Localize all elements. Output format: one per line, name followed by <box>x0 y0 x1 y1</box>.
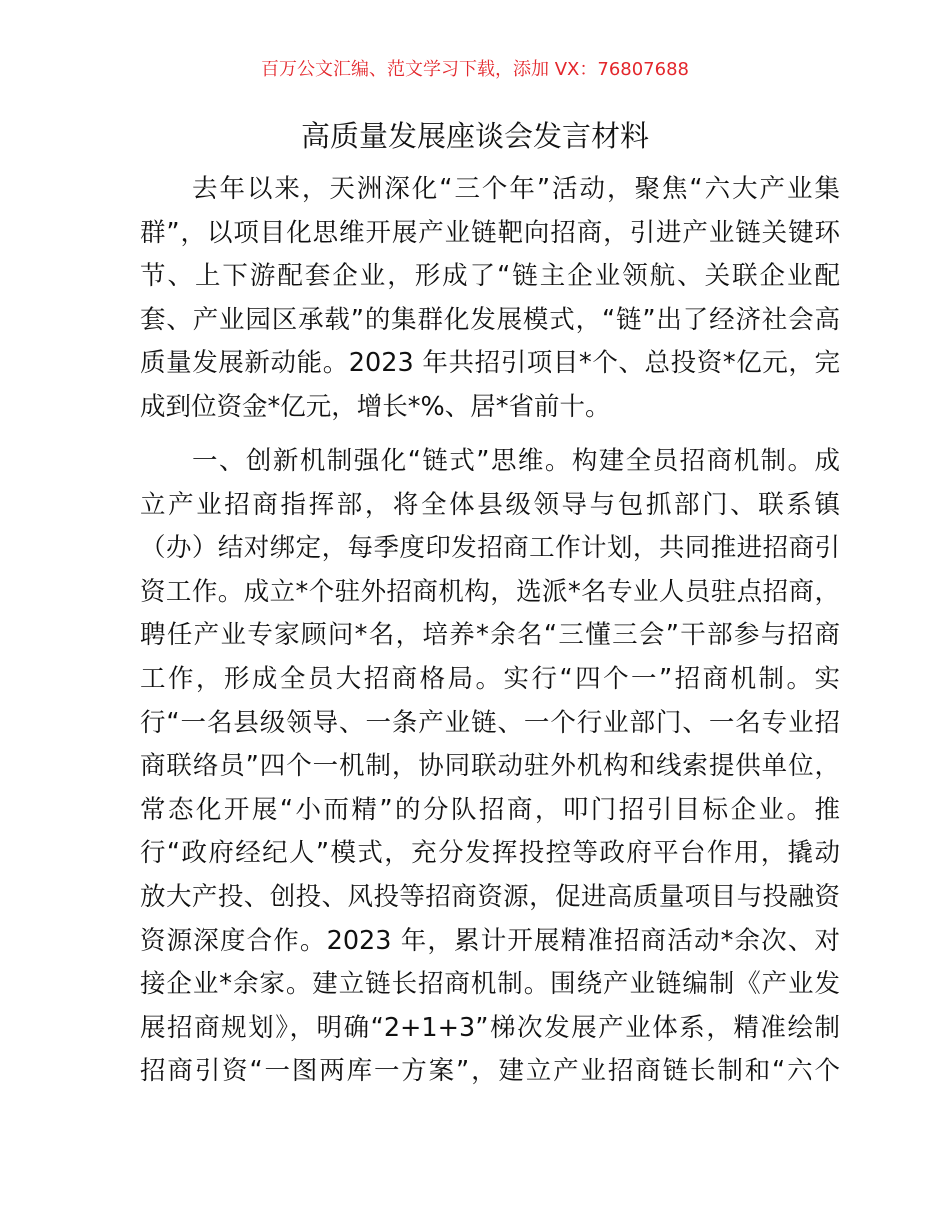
text-line: 套、产业园区承载”的集群化发展模式，“链”出了经济社会高 <box>140 304 840 335</box>
text-line: 节、上下游配套企业，形成了“链主企业领航、关联企业配 <box>140 261 840 292</box>
text-line: 成到位资金*亿元，增长*%、居*省前十。 <box>140 391 611 422</box>
text-line: 资源深度合作。2023 年，累计开展精准招商活动*余次、对 <box>140 925 840 956</box>
text-line: 群”，以项目化思维开展产业链靶向招商，引进产业链关键环 <box>140 217 840 248</box>
text-line: 行“一名县级领导、一条产业链、一个行业部门、一名专业招 <box>140 707 840 738</box>
document-title: 高质量发展座谈会发言材料 <box>300 119 649 153</box>
text-line: 立产业招商指挥部，将全体县级领导与包抓部门、联系镇 <box>140 489 840 520</box>
text-line: 去年以来，天洲深化“三个年”活动，聚焦“六大产业集 <box>192 174 840 204</box>
text-line: （办）结对绑定，每季度印发招商工作计划，共同推进招商引 <box>140 533 840 564</box>
text-line: 招商引资“一图两库一方案”，建立产业招商链长制和“六个 <box>140 1056 840 1087</box>
text-line: 行“政府经纪人”模式，充分发挥投控等政府平台作用，撬动 <box>140 838 840 869</box>
text-line: 放大产投、创投、风投等招商资源，促进高质量项目与投融资 <box>140 881 840 912</box>
text-line: 接企业*余家。建立链长招商机制。围绕产业链编制《产业发 <box>140 969 840 1000</box>
text-line: 聘任产业专家顾问*名，培养*余名“三懂三会”干部参与招商 <box>140 620 840 651</box>
text-line: 常态化开展“小而精”的分队招商，叩门招引目标企业。推 <box>140 794 840 825</box>
watermark-header: 百万公文汇编、范文学习下载，添加 VX：76807688 <box>261 59 689 80</box>
text-line: 质量发展新动能。2023 年共招引项目*个、总投资*亿元，完 <box>140 348 840 379</box>
text-line: 展招商规划》，明确“2+1+3”梯次发展产业体系，精准绘制 <box>140 1012 840 1043</box>
paragraph-section-one <box>140 440 840 1094</box>
text-line: 工作，形成全员大招商格局。实行“四个一”招商机制。实 <box>140 663 840 694</box>
text-line: 资工作。成立*个驻外招商机构，选派*名专业人员驻点招商， <box>140 576 840 607</box>
text-line: 商联络员”四个一机制，协同联动驻外机构和线索提供单位， <box>140 751 840 782</box>
paragraph-intro <box>140 168 840 430</box>
text-line: 一、创新机制强化“链式”思维。构建全员招商机制。成 <box>192 446 840 476</box>
